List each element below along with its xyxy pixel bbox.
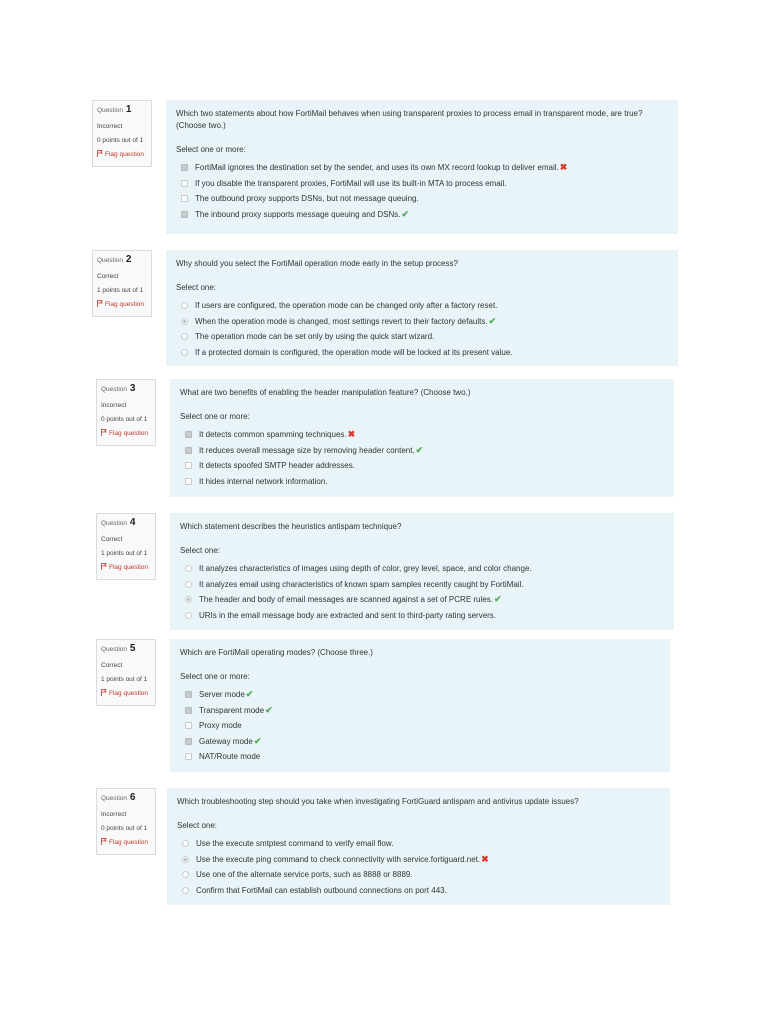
answer-option[interactable]: [180, 718, 660, 734]
answer-option[interactable]: [180, 749, 660, 765]
question-text: Which statement describes the heuristics antispam technique?: [180, 522, 402, 531]
answer-radio[interactable]: [182, 856, 189, 863]
question-content: [167, 788, 670, 905]
answer-checkbox[interactable]: [185, 478, 192, 485]
question-label: Question: [97, 257, 124, 264]
question-text: What are two benefits of enabling the header manipulation feature? (Choose two.): [180, 388, 471, 397]
incorrect-mark-icon: ✖: [559, 162, 568, 172]
flag-question-link[interactable]: Flag question: [101, 687, 152, 701]
answer-option[interactable]: [180, 561, 664, 577]
answer-radio[interactable]: [182, 871, 189, 878]
answer-text: It detects spoofed SMTP header addresses.: [199, 461, 355, 470]
answer-radio[interactable]: [181, 302, 188, 309]
answer-checkbox[interactable]: [181, 195, 188, 202]
answer-text: The outbound proxy supports DSNs, but not message queuing.: [195, 194, 419, 203]
question-number: 6: [129, 792, 136, 803]
answer-list: [176, 160, 668, 222]
answer-option[interactable]: [176, 314, 668, 330]
correct-mark-icon: ✔: [488, 315, 497, 326]
answer-list: [180, 427, 664, 489]
flag-icon: [101, 429, 107, 436]
answer-option[interactable]: [177, 852, 660, 868]
answer-radio[interactable]: [181, 333, 188, 340]
answer-text: It hides internal network information.: [199, 476, 328, 486]
answer-prompt: Select one or more:: [180, 672, 250, 681]
answer-text: It detects common spamming techniques.: [199, 430, 347, 439]
question-state: Incorrect: [101, 811, 127, 818]
question-number: 3: [129, 383, 136, 394]
answer-text: FortiMail ignores the destination set by the sender, and uses its own MX record lookup to deliver email.: [195, 163, 559, 172]
question-info: [96, 639, 156, 706]
answer-radio[interactable]: [185, 612, 192, 619]
answer-option[interactable]: [176, 345, 668, 361]
answer-text: The inbound proxy supports message queuing and DSNs.: [195, 209, 401, 219]
answer-text: If users are configured, the operation mode can be changed only after a factory reset.: [195, 301, 498, 310]
question-label: Question: [101, 520, 128, 527]
flag-icon: [101, 563, 107, 570]
answer-text: Transparent mode: [199, 705, 265, 715]
answer-option[interactable]: [180, 458, 664, 474]
answer-checkbox[interactable]: [181, 211, 188, 218]
question-info: [96, 379, 156, 446]
answer-option[interactable]: [180, 427, 664, 443]
answer-list: [180, 687, 660, 765]
question-label: Question: [101, 646, 128, 653]
answer-text: Use one of the alternate service ports, such as 8888 or 8889.: [196, 870, 413, 879]
answer-text: Gateway mode: [199, 736, 253, 746]
answer-option[interactable]: [180, 608, 664, 624]
answer-list: [177, 836, 660, 898]
question-content: [170, 639, 670, 772]
answer-list: [180, 561, 664, 623]
answer-option[interactable]: [176, 298, 668, 314]
flag-question-link[interactable]: Flag question: [97, 298, 148, 312]
answer-text: If you disable the transparent proxies, FortiMail will use its built-in MTA to process email.: [195, 178, 507, 188]
answer-option[interactable]: [180, 687, 660, 703]
flag-icon: [101, 689, 107, 696]
answer-prompt: Select one or more:: [180, 412, 250, 421]
answer-option[interactable]: [180, 734, 660, 750]
answer-text: Confirm that FortiMail can establish outbound connections on port 443.: [196, 885, 447, 895]
answer-checkbox[interactable]: [185, 431, 192, 438]
correct-mark-icon: ✔: [493, 594, 502, 604]
question-text: Which are FortiMail operating modes? (Choose three.): [180, 648, 373, 657]
flag-icon: [101, 838, 107, 845]
question-label: Question: [97, 107, 124, 114]
flag-question-link[interactable]: Flag question: [101, 561, 152, 575]
question-info: [96, 788, 156, 855]
answer-radio[interactable]: [185, 596, 192, 603]
answer-option[interactable]: [177, 883, 660, 899]
answer-radio[interactable]: [182, 840, 189, 847]
question-content: [166, 250, 678, 366]
answer-checkbox[interactable]: [181, 180, 188, 187]
answer-prompt: Select one:: [177, 821, 218, 830]
question-info: [96, 513, 156, 580]
answer-text: It reduces overall message size by removing header content.: [199, 445, 415, 455]
answer-option[interactable]: [177, 836, 660, 852]
question-grade: 0 points out of 1: [101, 825, 148, 832]
incorrect-mark-icon: ✖: [347, 429, 356, 439]
answer-checkbox[interactable]: [181, 164, 188, 171]
answer-option[interactable]: [180, 592, 664, 608]
question-number: 2: [125, 254, 132, 265]
answer-option[interactable]: [176, 207, 668, 223]
question-grade: 0 points out of 1: [97, 137, 144, 144]
correct-mark-icon: ✔: [253, 735, 262, 746]
question-content: [166, 100, 678, 234]
question-content: [170, 379, 674, 497]
question-state: Incorrect: [101, 402, 127, 409]
answer-option[interactable]: [176, 176, 668, 192]
answer-radio[interactable]: [185, 581, 192, 588]
question-number: 1: [125, 104, 132, 115]
answer-option[interactable]: [180, 474, 664, 490]
correct-mark-icon: ✔: [245, 689, 254, 699]
question-text: Which troubleshooting step should you take when investigating FortiGuard antispam and antivirus update issues?: [177, 797, 579, 806]
answer-checkbox[interactable]: [185, 722, 192, 729]
answer-option[interactable]: [176, 191, 668, 207]
answer-checkbox[interactable]: [185, 447, 192, 454]
question-label: Question: [101, 795, 128, 802]
question-grade: 1 points out of 1: [101, 676, 148, 683]
answer-radio[interactable]: [181, 318, 188, 325]
question-grade: 1 points out of 1: [101, 550, 148, 557]
question-label: Question: [101, 386, 128, 393]
incorrect-mark-icon: ✖: [481, 853, 489, 864]
answer-option[interactable]: [180, 577, 664, 593]
answer-option[interactable]: [177, 867, 660, 883]
question-number: 5: [129, 643, 136, 654]
question-state: Correct: [101, 536, 123, 543]
question-text: Why should you select the FortiMail operation mode early in the setup process?: [176, 259, 458, 268]
answer-list: [176, 298, 668, 360]
answer-checkbox[interactable]: [185, 738, 192, 745]
correct-mark-icon: ✔: [415, 444, 424, 455]
answer-text: Use the execute smtptest command to verify email flow.: [196, 839, 394, 848]
question-text: Which two statements about how FortiMail behaves when using transparent proxies to process email in transparent mode, are true? (Choose two.): [176, 109, 643, 130]
answer-text: If a protected domain is configured, the operation mode will be locked at its present value.: [195, 347, 513, 357]
answer-text: The header and body of email messages are scanned against a set of PCRE rules.: [199, 595, 493, 604]
flag-question-link[interactable]: Flag question: [101, 427, 152, 441]
question-state: Correct: [97, 273, 119, 280]
answer-text: It analyzes characteristics of images using depth of color, grey level, space, and color change.: [199, 564, 532, 573]
flag-icon: [97, 300, 103, 307]
question-info: [92, 250, 152, 317]
answer-checkbox[interactable]: [185, 691, 192, 698]
answer-option[interactable]: [176, 160, 668, 176]
question-grade: 0 points out of 1: [101, 416, 148, 423]
answer-text: Use the execute ping command to check connectivity with service.fortiguard.net.: [196, 854, 481, 864]
answer-text: Server mode: [199, 690, 245, 699]
answer-prompt: Select one or more:: [176, 145, 246, 154]
question-grade: 1 points out of 1: [97, 287, 144, 294]
flag-question-link[interactable]: Flag question: [101, 836, 152, 850]
answer-checkbox[interactable]: [185, 462, 192, 469]
answer-prompt: Select one:: [180, 546, 221, 555]
question-state: Correct: [101, 662, 123, 669]
question-info: [92, 100, 152, 167]
question-state: Incorrect: [97, 123, 123, 130]
correct-mark-icon: ✔: [265, 704, 273, 715]
answer-checkbox[interactable]: [185, 707, 192, 714]
answer-prompt: Select one:: [176, 283, 217, 292]
answer-radio[interactable]: [185, 565, 192, 572]
answer-text: Proxy mode: [199, 721, 242, 730]
correct-mark-icon: ✔: [401, 208, 410, 219]
answer-option[interactable]: [180, 443, 664, 459]
answer-radio[interactable]: [182, 887, 189, 894]
question-content: [170, 513, 674, 630]
question-number: 4: [129, 517, 136, 528]
flag-question-link[interactable]: Flag question: [97, 148, 148, 162]
answer-text: It analyzes email using characteristics of known spam samples recently caught by FortiMail.: [199, 579, 524, 589]
answer-option[interactable]: [180, 703, 660, 719]
answer-text: When the operation mode is changed, most settings revert to their factory defaults.: [195, 316, 488, 326]
answer-text: URIs in the email message body are extracted and sent to third-party rating servers.: [199, 610, 497, 620]
answer-text: NAT/Route mode: [199, 752, 261, 761]
flag-icon: [97, 150, 103, 157]
answer-option[interactable]: [176, 329, 668, 345]
answer-checkbox[interactable]: [185, 753, 192, 760]
answer-radio[interactable]: [181, 349, 188, 356]
answer-text: The operation mode can be set only by using the quick start wizard.: [195, 332, 435, 341]
